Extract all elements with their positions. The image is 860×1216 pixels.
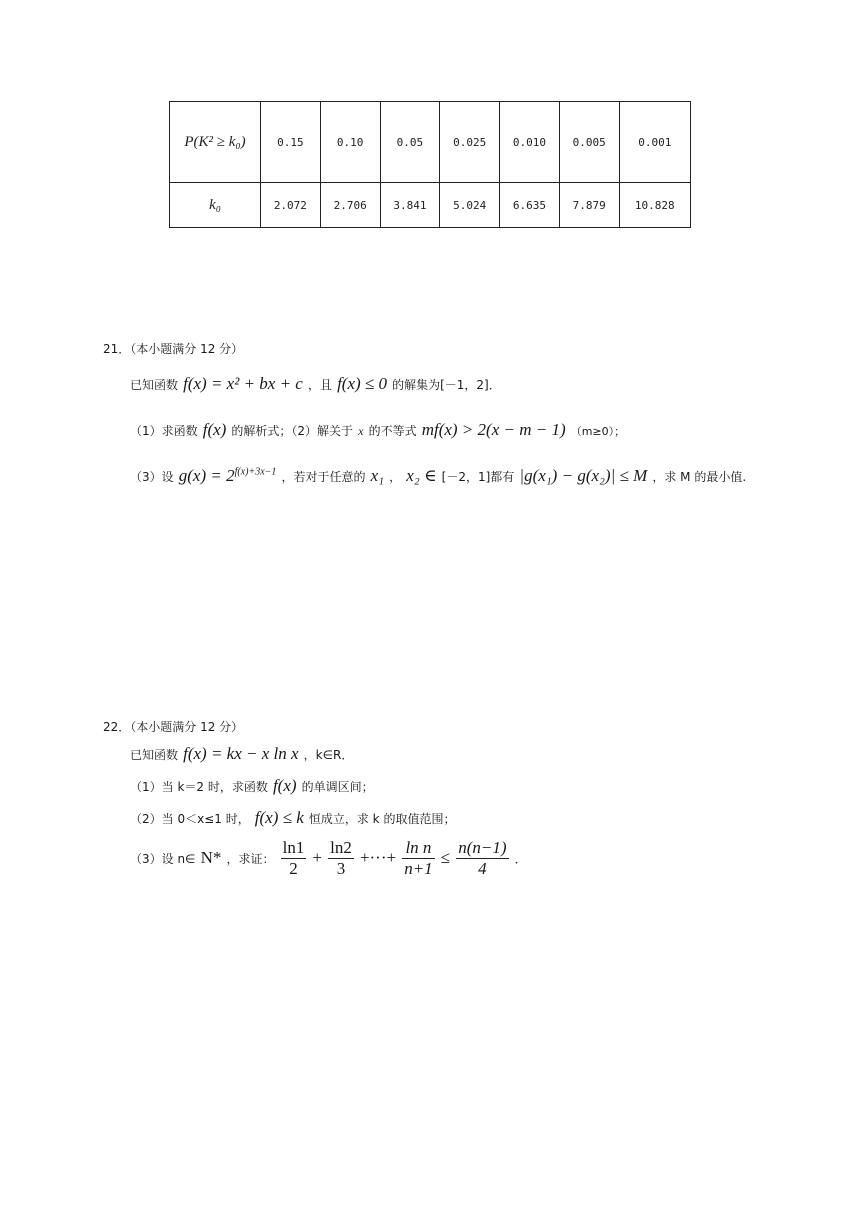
q22-fraction-3 [402, 838, 434, 879]
fraction-numerator: ln2 [330, 838, 352, 857]
q21-text: 的解析式；（2）解关于 [231, 424, 354, 438]
q21-exponent: f(x)+3x−1 [234, 466, 277, 478]
q22-statement [130, 744, 353, 764]
q22-fraction-1 [281, 838, 307, 879]
q21-x1: x₁ [370, 466, 385, 485]
q21-abs-inequality: |g(x₁) − g(x₂)| ≤ M [519, 466, 648, 485]
q21-gx: g(x) = 2 [178, 466, 235, 485]
q21-condition: f(x) ≤ 0 [337, 374, 387, 393]
p-value-cell: 0.05 [380, 102, 440, 183]
k-value-cell: 2.706 [320, 183, 380, 228]
fraction-denominator: 4 [478, 859, 487, 878]
fraction-denominator: 2 [289, 859, 298, 878]
k-value-cell: 7.879 [559, 183, 619, 228]
q22-text: （3）设 n∈ [130, 852, 196, 866]
q21-text: ， [389, 470, 402, 484]
q21-text: 已知函数 [130, 378, 179, 392]
q21-text: 的解集为[－1，2]． [392, 378, 501, 392]
q21-part3 [130, 466, 746, 486]
k-value-cell: 5.024 [440, 183, 500, 228]
q22-text: 恒成立，求 k 的取值范围； [308, 812, 456, 826]
q21-fx: f(x) [202, 420, 227, 439]
q21-function: f(x) = x² + bx + c [183, 374, 303, 393]
q21-text: ，且 [307, 378, 332, 392]
fraction-numerator: ln1 [282, 838, 305, 857]
q22-text: ，求证： [226, 852, 275, 866]
q22-part1 [130, 776, 374, 796]
q21-text: ，求 M 的最小值. [652, 470, 747, 484]
q22-text: ． [514, 852, 527, 866]
q22-function: f(x) = kx − x ln x [183, 744, 299, 763]
table-row [170, 102, 691, 183]
q21-heading: 21．（本小题满分 12 分） [103, 342, 244, 356]
q22-heading: 22．（本小题满分 12 分） [103, 720, 244, 734]
fraction-denominator: 3 [336, 859, 346, 878]
q21-text: [－2，1]都有 [441, 470, 515, 484]
q21-x2: x₂ ∈ [406, 466, 437, 485]
q22-text: 的单调区间； [301, 780, 374, 794]
q21-statement [130, 374, 501, 394]
q21-text: ，若对于任意的 [281, 470, 366, 484]
p-value-cell: 0.15 [261, 102, 321, 183]
q22-text: （2）当 0＜x≤1 时， [130, 812, 250, 826]
q22-fraction-2 [328, 838, 354, 879]
k-value-cell: 2.072 [261, 183, 321, 228]
k-squared-table [169, 101, 691, 228]
table-header-p: P(K² ≥ k₀) [170, 102, 261, 183]
p-value-cell: 0.10 [320, 102, 380, 183]
q21-text: （1）求函数 [130, 424, 198, 438]
q22-inequality: f(x) ≤ k [254, 808, 304, 827]
p-value-cell: 0.010 [500, 102, 560, 183]
q22-fraction-4 [456, 838, 508, 879]
table-row [170, 183, 691, 228]
q22-text: ，k∈R． [303, 748, 354, 762]
q21-text: （3）设 [130, 470, 174, 484]
q22-leq: ≤ [440, 848, 451, 867]
q22-part2 [130, 808, 455, 828]
p-value-cell: 0.005 [559, 102, 619, 183]
q22-ellipsis: +···+ [359, 848, 397, 867]
q22-part3: （3）设 n∈ N* ，求证： $\frac{\ln 1}{2}$ + $\frac{\ln 2}{3}$ +···+ $\frac{\text{ln n}}{n+1}$ ≤ $\frac{n(n-1)}{4}$ ． [130, 838, 527, 878]
q21-text: 的不等式 [368, 424, 417, 438]
q21-var-x: x [358, 424, 364, 438]
p-value-cell: 0.001 [619, 102, 690, 183]
fraction-numerator: n(n−1) [458, 838, 507, 857]
q21-part1-2 [130, 420, 625, 440]
q22-text: 已知函数 [130, 748, 179, 762]
q21-text: （m≥0）； [570, 425, 626, 438]
k-value-cell: 10.828 [619, 183, 690, 228]
p-value-cell: 0.025 [440, 102, 500, 183]
q22-text: （1）当 k＝2 时，求函数 [130, 780, 268, 794]
fraction-numerator: ln n [402, 838, 434, 859]
q22-fx: f(x) [272, 776, 297, 795]
q21-inequality: mf(x) > 2(x − m − 1) [421, 420, 566, 439]
k-value-cell: 3.841 [380, 183, 440, 228]
k-value-cell: 6.635 [500, 183, 560, 228]
table-header-k0: k₀ [170, 183, 261, 228]
fraction-denominator: n+1 [404, 859, 433, 878]
q22-natural-set: N* [200, 848, 222, 867]
